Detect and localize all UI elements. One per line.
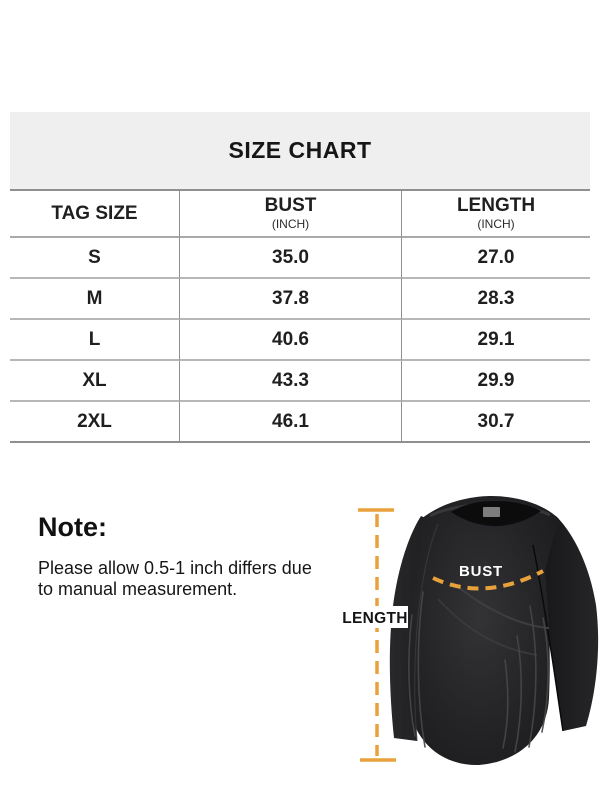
column-header-length-label: LENGTH <box>456 195 536 217</box>
column-header-bust <box>179 191 401 238</box>
bust-cell: 37.8 <box>179 279 401 320</box>
tag-size-cell: S <box>10 238 179 279</box>
column-header-tag-size: TAG SIZE <box>10 191 179 238</box>
bust-label: BUST <box>458 563 504 580</box>
note-heading: Note: <box>38 512 107 542</box>
bust-cell: 35.0 <box>179 238 401 279</box>
size-table <box>10 189 590 443</box>
length-label: LENGTH <box>342 610 408 627</box>
length-cell: 29.9 <box>401 361 590 402</box>
length-cell: 28.3 <box>401 279 590 320</box>
bust-cell: 43.3 <box>179 361 401 402</box>
length-cell: 29.1 <box>401 320 590 361</box>
column-header-length-unit: (INCH) <box>477 217 515 232</box>
length-cell: 27.0 <box>401 238 590 279</box>
tag-size-cell: 2XL <box>77 410 112 432</box>
length-cell: 30.7 <box>401 402 590 441</box>
tag-size-cell: M <box>10 279 179 320</box>
note-body <box>38 558 348 600</box>
column-header-length <box>401 191 590 238</box>
bust-cell: 46.1 <box>179 402 401 441</box>
note-line: Please allow 0.5-1 inch differs due <box>38 558 312 578</box>
maternity-shirt-illustration <box>390 496 598 765</box>
column-header-bust-unit: (INCH) <box>271 217 310 232</box>
bust-cell: 40.6 <box>179 320 401 361</box>
shirt-neck-tag <box>483 507 500 517</box>
note-section <box>38 510 348 600</box>
size-chart-title: SIZE CHART <box>228 137 372 163</box>
size-chart-title-band <box>10 112 590 189</box>
tag-size-cell: XL <box>10 361 179 402</box>
note-line: to manual measurement. <box>38 579 238 599</box>
tag-size-cell: L <box>10 320 179 361</box>
column-header-bust-label: BUST <box>264 195 317 217</box>
shirt-torso <box>407 496 559 765</box>
measurement-diagram <box>330 492 600 800</box>
